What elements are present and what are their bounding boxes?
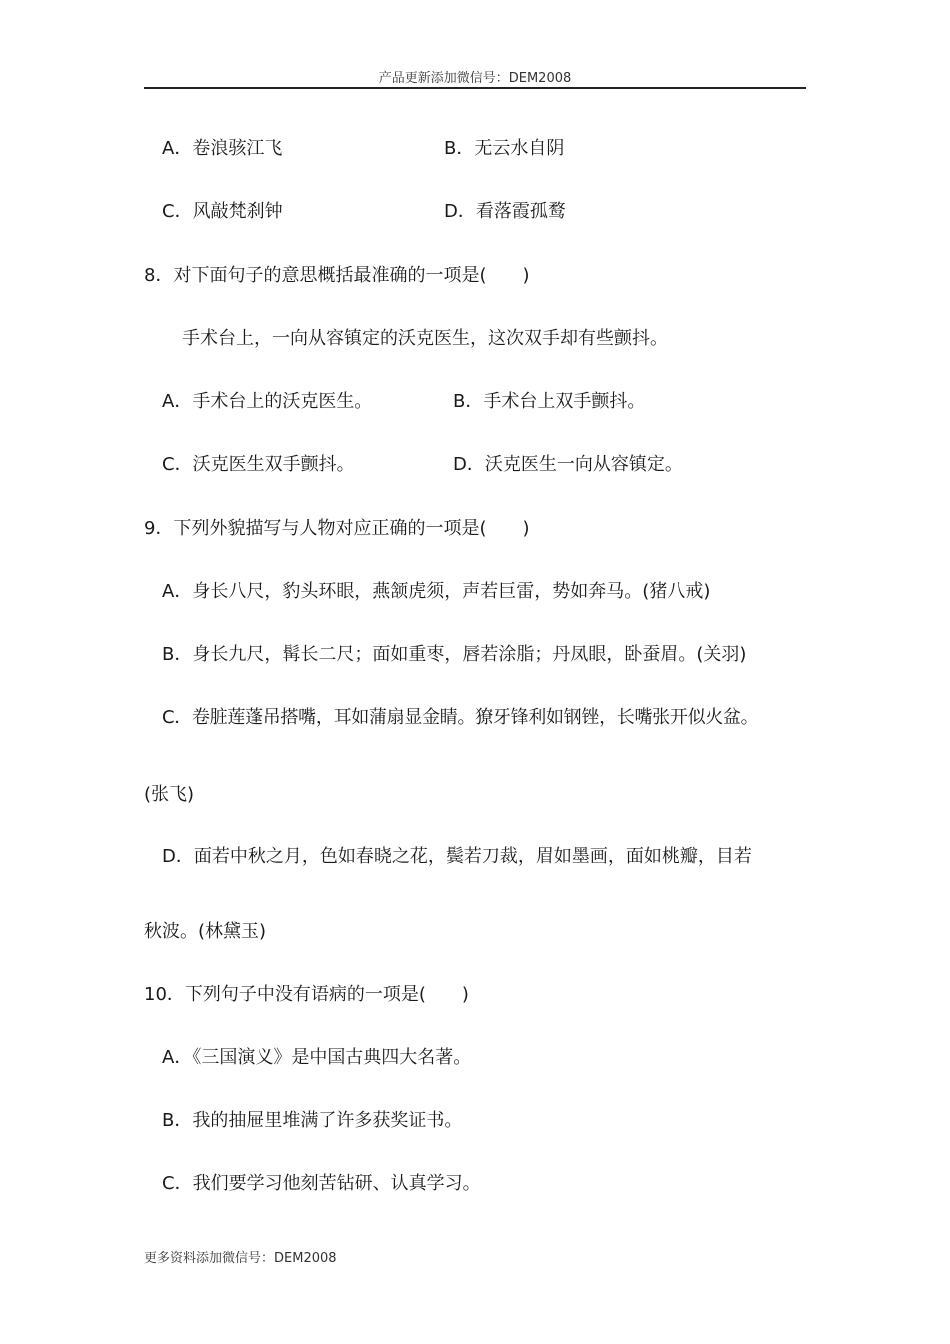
q10-option-a: A．《三国演义》是中国古典四大名著。 bbox=[162, 1047, 472, 1068]
header-rule bbox=[144, 87, 806, 89]
q9-option-b: B．身长九尺，髯长二尺；面如重枣，唇若涂脂；丹凤眼，卧蚕眉。(关羽) bbox=[162, 644, 747, 665]
q8-option-c: C．沃克医生双手颤抖。 bbox=[162, 454, 355, 475]
q7-option-a: A．卷浪骇江飞 bbox=[162, 138, 283, 159]
header-text: 产品更新添加微信号：DEM2008 bbox=[378, 71, 572, 86]
q8-option-d: D．沃克医生一向从容镇定。 bbox=[453, 454, 683, 475]
q8-option-a: A．手术台上的沃克医生。 bbox=[162, 391, 373, 412]
q7-option-c: C．风敲梵刹钟 bbox=[162, 201, 283, 222]
q9-option-d-line2: 秋波。(林黛玉) bbox=[144, 921, 267, 942]
q9-option-c-line1: C．卷脏莲蓬吊搭嘴，耳如蒲扇显金睛。獠牙锋利如钢锉，长嘴张开似火盆。 bbox=[162, 707, 759, 728]
footer-text: 更多资料添加微信号：DEM2008 bbox=[144, 1251, 337, 1266]
q10-option-b: B．我的抽屉里堆满了许多获奖证书。 bbox=[162, 1110, 463, 1131]
q9-option-d-line1: D．面若中秋之月，色如春晓之花，鬓若刀裁，眉如墨画，面如桃瓣，目若 bbox=[162, 846, 752, 867]
q7-option-b: B．无云水自阴 bbox=[444, 138, 565, 159]
q8-stem: 8．对下面句子的意思概括最准确的一项是( ) bbox=[144, 265, 530, 286]
q9-option-c-line2: (张飞) bbox=[144, 784, 195, 805]
q9-option-a: A．身长八尺，豹头环眼，燕颔虎须，声若巨雷，势如奔马。(猪八戒) bbox=[162, 581, 711, 602]
q10-option-c: C．我们要学习他刻苦钻研、认真学习。 bbox=[162, 1173, 481, 1194]
q8-option-b: B．手术台上双手颤抖。 bbox=[453, 391, 646, 412]
q7-option-d: D．看落霞孤鹜 bbox=[444, 201, 566, 222]
q9-stem: 9．下列外貌描写与人物对应正确的一项是( ) bbox=[144, 518, 530, 539]
q10-stem: 10．下列句子中没有语病的一项是( ) bbox=[144, 984, 469, 1005]
q8-quote: 手术台上，一向从容镇定的沃克医生，这次双手却有些颤抖。 bbox=[182, 328, 668, 349]
